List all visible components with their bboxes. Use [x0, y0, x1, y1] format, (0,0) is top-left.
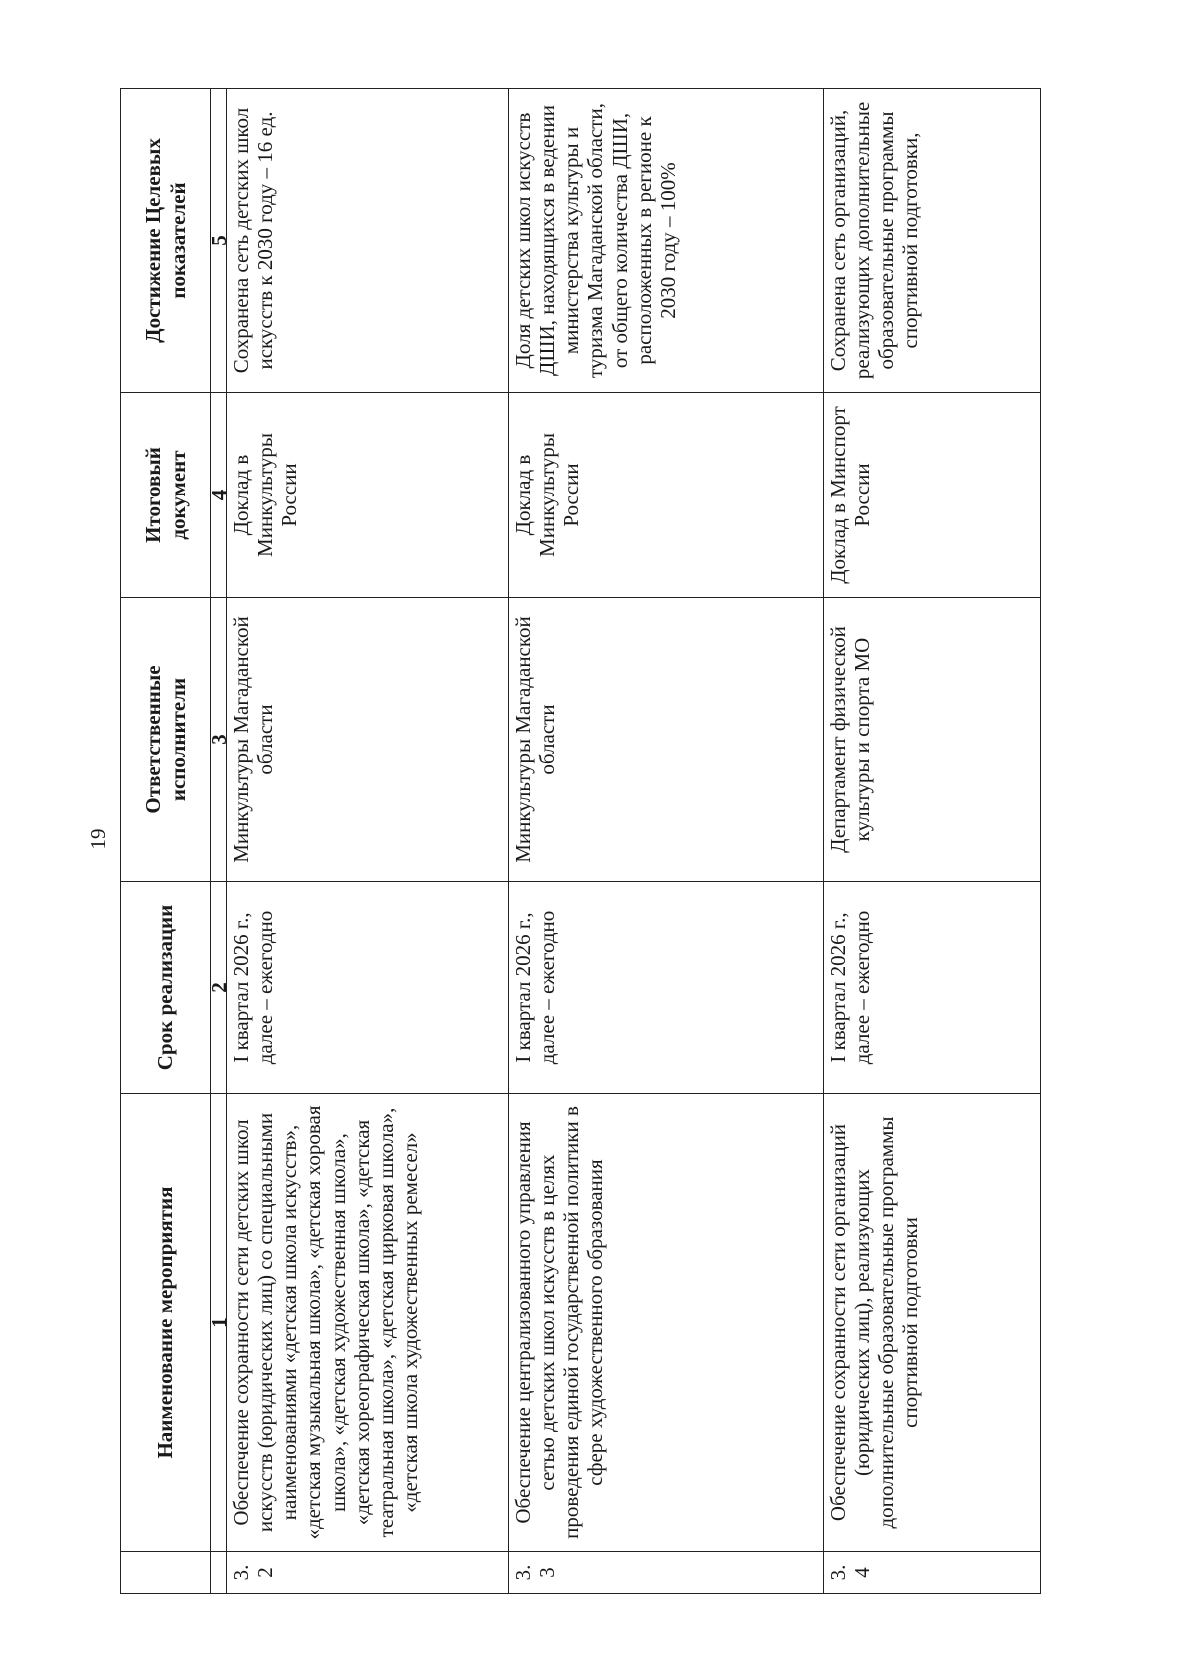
table-row [227, 89, 509, 1594]
row-target: Сохранена сеть детских школ искусств к 2030 году – 16 ед. [227, 89, 509, 393]
row-document: Доклад в Минкультуры России [227, 393, 509, 598]
row-term: I квартал 2026 г., далее – ежегодно [227, 882, 509, 1094]
header-target: Достижение Целевых показателей [121, 89, 211, 393]
header-document: Итоговый документ [121, 393, 211, 598]
column-number-row [211, 89, 227, 1594]
row-target: Доля детских школ искусств ДШИ, находящихся в ведении министерства культуры и туризма Магаданской области, от общего количества ДШИ, расположенных в регионе к 2030 году – 100% [509, 89, 824, 393]
row-index: 3.3 [509, 1552, 824, 1594]
row-executor: Минкультуры Магаданской области [227, 598, 509, 882]
row-target: Сохранена сеть организаций, реализующих дополнительные образовательные программы спортивной подготовки, [824, 89, 1041, 393]
header-term: Срок реализации [121, 882, 211, 1094]
row-measure: Обеспечение централизованного управления сетью детских школ искусств в целях проведения единой государственной политики в сфере художественного образования [509, 1094, 824, 1552]
row-measure: Обеспечение сохранности сети организаций (юридических лиц), реализующих дополнительные образовательные программы спортивной подготовки [824, 1094, 1041, 1552]
column-number: 4 [211, 393, 227, 598]
row-document: Доклад в Минспорт России [824, 393, 1041, 598]
column-number: 1 [211, 1094, 227, 1552]
rotated-table-frame [120, 89, 1040, 1594]
row-executor: Департамент физической культуры и спорта МО [824, 598, 1041, 882]
header-measure: Наименование мероприятия [121, 1094, 211, 1552]
column-number: 2 [211, 882, 227, 1094]
row-index: 3.2 [227, 1552, 509, 1594]
column-number: 3 [211, 598, 227, 882]
page-number: 19 [86, 828, 110, 850]
header-executor: Ответственные исполнители [121, 598, 211, 882]
header-row [121, 89, 211, 1594]
table-row [824, 89, 1041, 1594]
column-number: 5 [211, 89, 227, 393]
header-index [121, 1552, 211, 1594]
row-executor: Минкультуры Магаданской области [509, 598, 824, 882]
measures-table [120, 88, 1041, 1594]
column-number [211, 1552, 227, 1594]
table-row [509, 89, 824, 1594]
row-measure: Обеспечение сохранности сети детских школ искусств (юридических лиц) со специальными наименованиями «детская школа искусств», «детская музыкальная школа», «детская хоровая школа», «детская художественная школа», «детская хореографическая школа», «детская театральная школа», «детская цирковая школа», «детская школа художественных ремесел» [227, 1094, 509, 1552]
row-index: 3.4 [824, 1552, 1041, 1594]
row-term: I квартал 2026 г., далее – ежегодно [824, 882, 1041, 1094]
row-term: I квартал 2026 г., далее – ежегодно [509, 882, 824, 1094]
row-document: Доклад в Минкультуры России [509, 393, 824, 598]
